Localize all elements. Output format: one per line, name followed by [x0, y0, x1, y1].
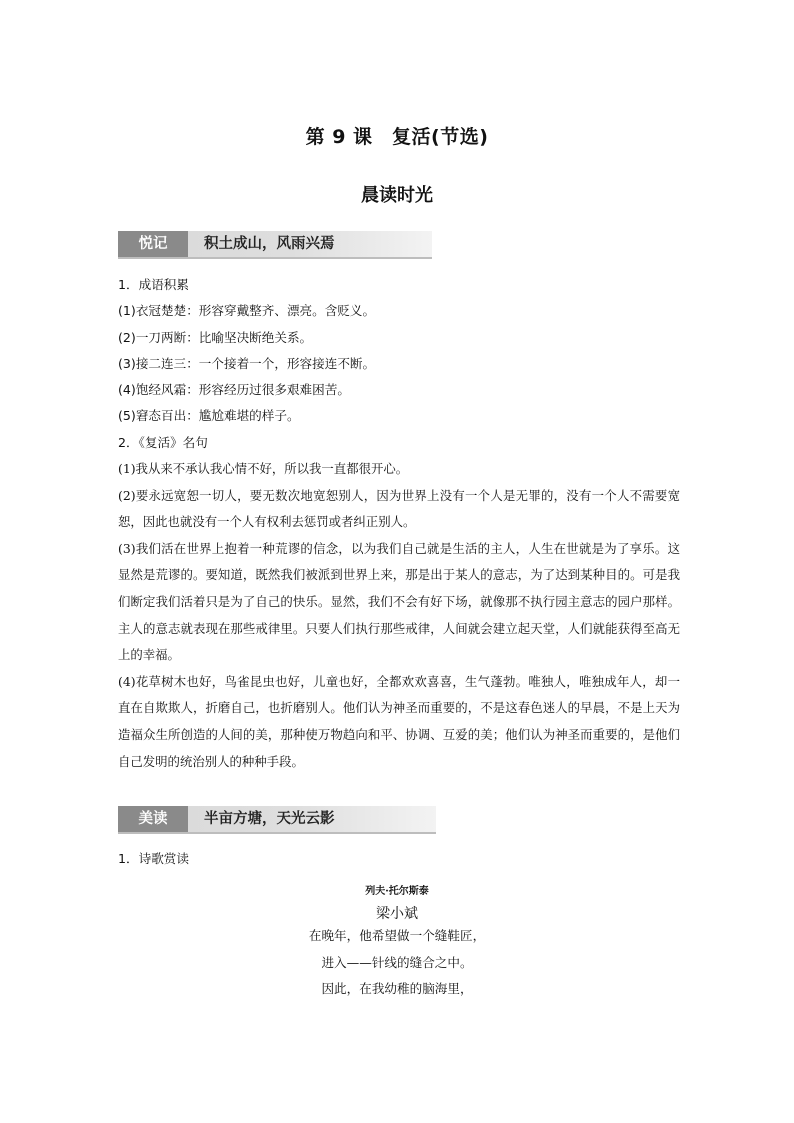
- quote-item: (3)我们活在世界上抱着一种荒谬的信念，以为我们自己就是生活的主人，人生在世就是为了享乐。这显然是荒谬的。要知道，既然我们被派到世界上来，那是出于某人的意志，为了达到某种目的。可是我们断定我们活着只是为了自己的快乐。显然，我们不会有好下场，就像那不执行园主意志的园户那样。主人的意志就表现在那些戒律里。只要人们执行那些戒律，人间就会建立起天堂，人们就能获得至高无上的幸福。: [118, 540, 680, 663]
- idiom-heading: 1．成语积累: [118, 277, 189, 292]
- idiom-item: (3)接二连三：一个接着一个，形容接连不断。: [118, 355, 376, 371]
- poem-section-heading-wrap: [118, 846, 680, 872]
- idiom-item: (4)饱经风霜：形容经历过很多艰难困苦。: [118, 382, 350, 398]
- lesson-title: 第 9 课 复活(节选): [305, 126, 489, 148]
- banner-yueji: [118, 231, 432, 259]
- banner-tag: 美读: [118, 806, 188, 832]
- idiom-item: (1)衣冠楚楚：形容穿戴整齐、漂亮。含贬义。: [118, 303, 376, 319]
- banner-tag: 悦记: [118, 231, 188, 257]
- idiom-item: (5)窘态百出：尴尬难堪的样子。: [118, 408, 300, 424]
- quotes-heading: 2．《复活》名句: [118, 434, 208, 450]
- poem: [0, 882, 794, 1003]
- idiom-item: (2)一刀两断：比喻坚决断绝关系。: [118, 329, 313, 345]
- banner-motto: 积土成山，风雨兴焉: [204, 236, 335, 252]
- poem-line: 在晚年，他希望做一个缝鞋匠，: [308, 928, 486, 943]
- quote-item: (1)我从来不承认我心情不好，所以我一直都很开心。: [118, 461, 409, 477]
- idiom-section: [118, 272, 680, 775]
- poem-title: 列夫·托尔斯泰: [365, 886, 429, 897]
- banner-motto: 半亩方塘，天光云影: [204, 811, 335, 827]
- quote-item: (2)要永远宽恕一切人，要无数次地宽恕别人，因为世界上没有一个人是无罪的，没有一个人不需要宽恕，因此也就没有一个人有权利去惩罚或者纠正别人。: [118, 487, 680, 530]
- poem-line: 因此，在我幼稚的脑海里，: [321, 981, 473, 996]
- poem-line: 进入——针线的缝合之中。: [321, 954, 473, 970]
- section-title: 晨读时光: [361, 185, 433, 206]
- banner-meidu: [118, 806, 436, 834]
- poem-section-heading: 1．诗歌赏读: [118, 851, 189, 866]
- poem-author: 梁小斌: [376, 906, 418, 922]
- quote-item: (4)花草树木也好，鸟雀昆虫也好，儿童也好，全都欢欢喜喜，生气蓬勃。唯独人，唯独成年人，却一直在自欺欺人，折磨自己，也折磨别人。他们认为神圣而重要的，不是这春色迷人的早晨，不是上天为造福众生所创造的人间的美，那种使万物趋向和平、协调、互爱的美；他们认为神圣而重要的，是他们自己发明的统治别人的种种手段。: [118, 673, 680, 769]
